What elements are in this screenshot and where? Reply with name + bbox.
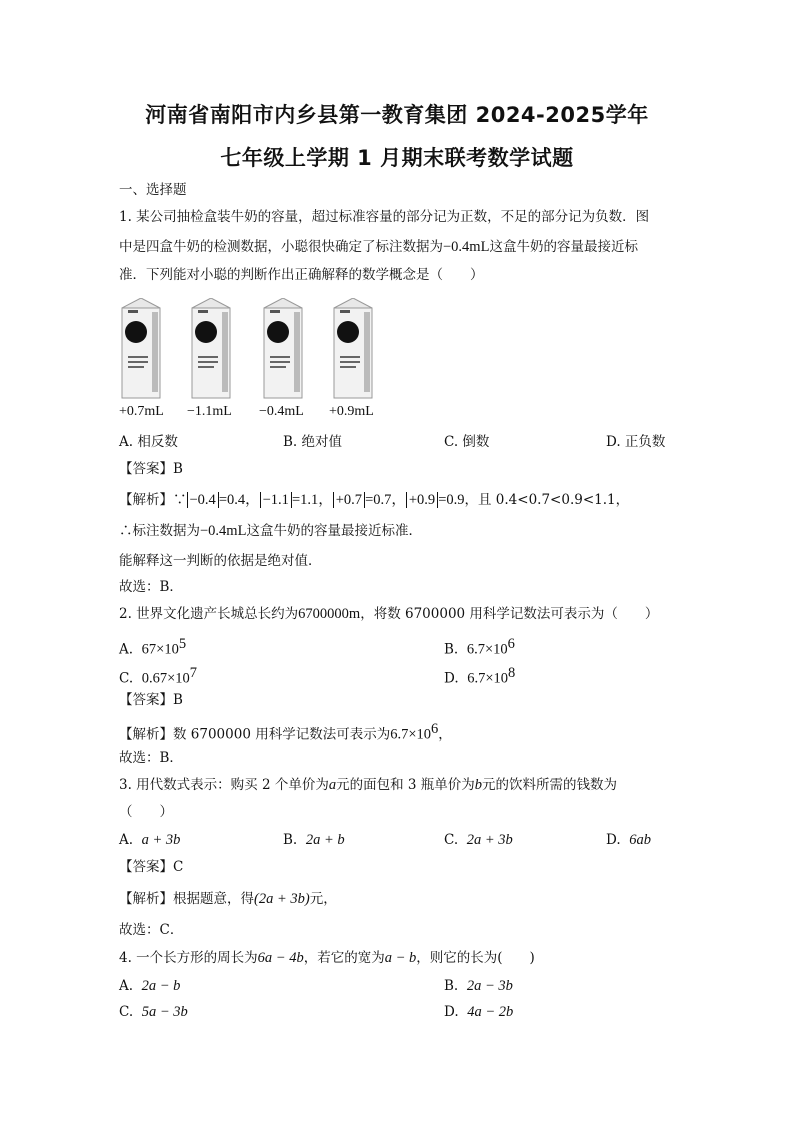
q1-stem-line2 <box>119 237 638 257</box>
q4-option-c <box>119 1002 188 1022</box>
q3-analysis <box>119 889 337 909</box>
variable-b: b <box>474 777 483 793</box>
carton-label: +0.7mL <box>119 404 164 419</box>
q4-stem-tail: ，则它的长为( ) <box>416 950 535 966</box>
q1-option-c: C. 倒数 <box>444 434 490 450</box>
perimeter-expression: 6a − 4b <box>257 950 304 966</box>
analysis-text: 【解析】数 6700000 用科学记数法可表示为 <box>119 726 391 743</box>
q3-stem-text-mid: 元的面包和 3 瓶单价为 <box>336 777 475 793</box>
abs-value: −1.1 <box>260 492 292 508</box>
q1-stem-text-tail: 这盒牛奶的容量最接近标 <box>489 239 638 255</box>
q1-answer: 【答案】B <box>119 461 183 477</box>
option-value: 2a + 3b <box>466 832 513 848</box>
abs-value: +0.7 <box>333 492 365 508</box>
abs-result: =0.4， <box>218 492 260 508</box>
q1-stem-text: 中是四盒牛奶的检测数据，小聪很快确定了标注数据为 <box>119 239 443 255</box>
analysis-tail: ，且 0.4<0.7<0.9<1.1， <box>464 492 630 508</box>
q1-stem-line1: 1. 某公司抽检盒装牛奶的容量，超过标准容量的部分记为正数，不足的部分记为负数．图 <box>119 209 650 225</box>
abs-result: =1.1， <box>291 492 333 508</box>
option-label: B. <box>444 641 459 658</box>
title-line-2: 七年级上学期 1 月期末联考数学试题 <box>220 146 574 170</box>
q1-explain: 能解释这一判断的依据是绝对值． <box>119 553 322 569</box>
q1-choose: 故选：B． <box>119 579 183 595</box>
milk-carton-image <box>118 298 164 400</box>
milk-carton-image <box>330 298 376 400</box>
option-label: C. <box>119 1004 134 1020</box>
option-exponent: 6 <box>507 636 515 652</box>
option-label: C. <box>444 832 459 848</box>
q2-stem-text: 2. 世界文化遗产长城总长约为 <box>119 606 299 622</box>
q2-choose: 故选：B． <box>119 750 183 766</box>
option-value: 0.67×10 <box>141 670 190 687</box>
option-value: 2a − b <box>141 978 181 994</box>
q1-option-a: A. 相反数 <box>119 434 178 450</box>
q1-stem-value: −0.4mL <box>443 239 490 255</box>
width-expression: a − b <box>384 950 417 966</box>
milk-carton-image <box>188 298 234 400</box>
analysis-value: 6.7×10 <box>390 726 432 743</box>
option-value: 2a + b <box>305 832 345 848</box>
carton-label: −0.4mL <box>259 404 304 419</box>
carton-label: +0.9mL <box>329 404 374 419</box>
option-label: B. <box>283 832 298 848</box>
option-label: D. <box>444 1004 459 1020</box>
q3-option-d <box>606 830 651 850</box>
q3-stem-line2: （ ） <box>119 804 173 820</box>
q3-option-a <box>119 830 180 850</box>
q2-answer: 【答案】B <box>119 692 183 708</box>
option-exponent: 5 <box>178 636 187 652</box>
abs-value: +0.9 <box>406 492 438 508</box>
carton-label: −1.1mL <box>187 404 232 419</box>
option-value: 67×10 <box>141 641 179 658</box>
section-heading: 一、选择题 <box>119 182 187 198</box>
abs-value: −0.4 <box>187 492 219 508</box>
q2-analysis <box>119 719 452 745</box>
option-label: D. <box>444 670 459 687</box>
analysis-exponent: 6 <box>431 721 439 737</box>
q1-option-b: B. 绝对值 <box>283 434 343 450</box>
q3-stem-tail: 元的饮料所需的钱数为 <box>482 777 618 793</box>
q2-option-d <box>444 663 515 689</box>
analysis-tail: ， <box>438 726 452 743</box>
q4-stem-text-mid: ，若它的宽为 <box>303 950 385 966</box>
q2-option-c <box>119 663 197 689</box>
option-value: 4a − 2b <box>467 1004 514 1020</box>
abs-result: =0.9 <box>438 492 465 508</box>
q2-option-b <box>444 634 515 660</box>
therefore-tail: 这盒牛奶的容量最接近标准． <box>246 523 422 539</box>
option-value: a + 3b <box>141 832 181 848</box>
abs-result: =0.7， <box>365 492 406 508</box>
option-label: B. <box>444 978 459 994</box>
therefore-value: −0.4mL <box>200 523 247 539</box>
q3-choose: 故选：C． <box>119 922 184 938</box>
q4-stem <box>119 948 535 968</box>
q4-stem-text: 4. 一个长方形的周长为 <box>119 950 258 966</box>
analysis-label: 【解析】 <box>119 492 173 508</box>
q4-option-a <box>119 976 180 996</box>
q4-option-b <box>444 976 513 996</box>
q3-answer: 【答案】C <box>119 859 184 875</box>
q2-stem-value: 6700000m <box>298 606 361 622</box>
q3-stem-text: 3. 用代数式表示：购买 2 个单价为 <box>119 777 329 793</box>
analysis-expression: (2a + 3b) <box>254 891 310 907</box>
q1-analysis <box>119 490 629 510</box>
option-label: A. <box>119 978 134 994</box>
analysis-text: 【解析】根据题意，得 <box>119 891 254 907</box>
option-label: C. <box>119 670 134 687</box>
therefore-text: ∴标注数据为 <box>119 523 200 539</box>
option-value: 6.7×10 <box>466 641 508 658</box>
q3-stem <box>119 775 617 795</box>
q2-stem-tail: ，将数 6700000 用科学记数法可表示为（ ） <box>360 606 659 622</box>
option-value: 5a − 3b <box>141 1004 188 1020</box>
because-symbol: ∵ <box>173 492 187 508</box>
q1-stem-line3: 准．下列能对小聪的判断作出正确解释的数学概念是（ ） <box>119 267 484 283</box>
q3-option-c <box>444 830 513 850</box>
q2-stem <box>119 604 658 624</box>
option-label: A. <box>119 641 134 658</box>
option-value: 6.7×10 <box>467 670 509 687</box>
milk-cartons-figure <box>118 298 398 400</box>
q4-option-d <box>444 1002 513 1022</box>
q2-option-a <box>119 634 186 660</box>
option-label: A. <box>119 832 134 848</box>
option-value: 2a − 3b <box>466 978 513 994</box>
milk-carton-image <box>260 298 306 400</box>
analysis-tail: 元， <box>309 891 337 907</box>
q1-therefore <box>119 521 422 541</box>
option-value: 6ab <box>629 832 651 848</box>
q3-option-b <box>283 830 345 850</box>
variable-a: a <box>328 777 337 793</box>
option-exponent: 8 <box>508 665 516 681</box>
title-line-1: 河南省南阳市内乡县第一教育集团 2024-2025学年 <box>145 103 649 127</box>
option-label: D. <box>606 832 621 848</box>
option-exponent: 7 <box>189 665 198 681</box>
q1-option-d: D. 正负数 <box>606 434 666 450</box>
